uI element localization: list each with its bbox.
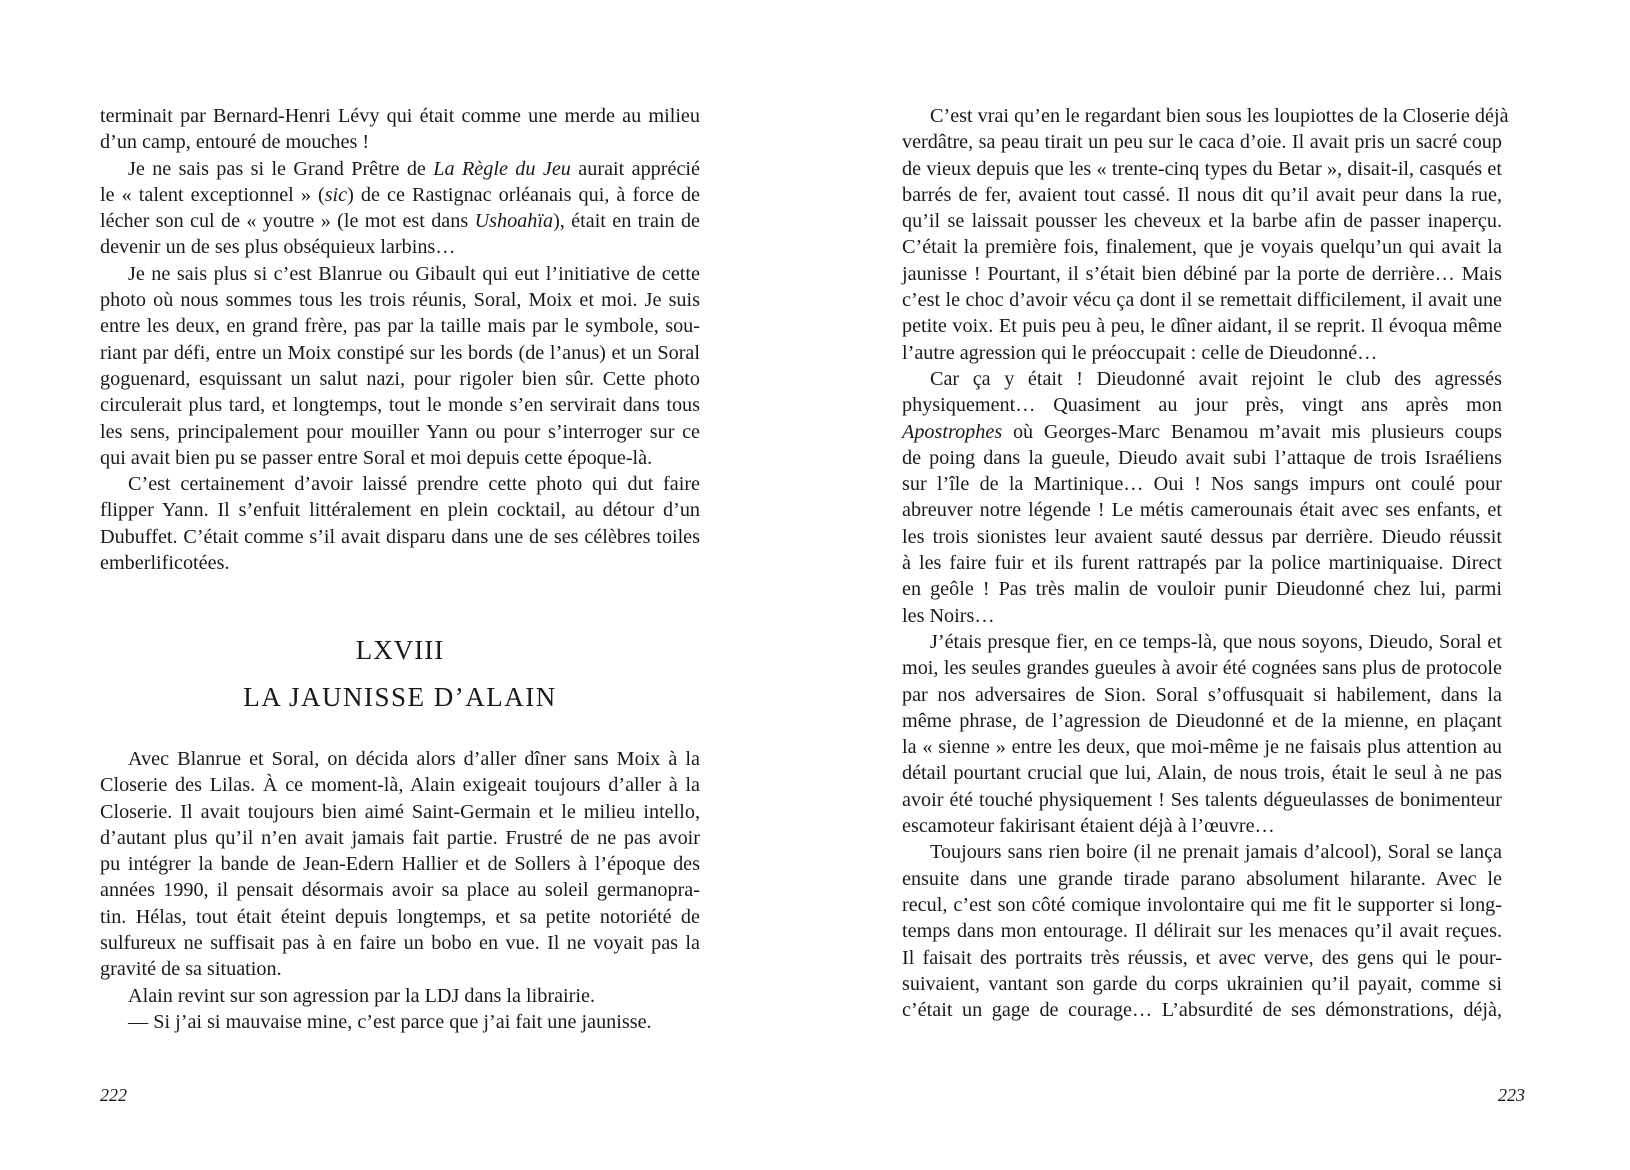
text-line: petite voix. Et puis peu à peu, le dîner aidant, il se reprit. Il évoqua même	[902, 315, 1502, 338]
chapter-title: LA JAUNISSE D’ALAIN	[243, 682, 557, 712]
text-line: en geôle ! Pas très malin de vouloir punir Dieudonné chez lui, parmi	[902, 578, 1502, 601]
text-line: recul, c’est son côté comique involontaire qui me fit le supporter si long-	[902, 893, 1502, 916]
text-line: ensuite dans une grande tirade parano absolument hilarante. Avec le	[902, 867, 1502, 890]
text-line: barrés de fer, avaient tout cassé. Il nous dit qu’il avait peur dans la rue,	[902, 183, 1502, 206]
text-line: suivaient, vantant son garde du corps ukrainien qu’il payait, comme si	[902, 972, 1502, 995]
text-line: emberlificotées.	[100, 552, 230, 575]
page-number-left: 222	[100, 1085, 127, 1105]
text-line: détail pourtant crucial que lui, Alain, de nous trois, était le seul à ne pas	[902, 762, 1502, 785]
text-line: Il faisait des portraits très réussis, et avec verve, des gens qui le pour-	[902, 946, 1502, 969]
text-line: Closerie. Il avait toujours bien aimé Saint-Germain et le milieu intello,	[100, 800, 700, 823]
text-line: flipper Yann. Il s’enfuit littéralement en plein cocktail, au détour d’un	[100, 499, 700, 522]
right-text	[902, 103, 1509, 1023]
left-text-top	[100, 103, 700, 576]
text-line: C’était la première fois, finalement, que je voyais quelqu’un qui avait la	[902, 236, 1502, 259]
chapter-number: LXVIII	[355, 635, 445, 665]
text-line: les Noirs…	[902, 604, 995, 627]
text-line: jaunisse ! Pourtant, il s’était bien débiné par la porte de derrière… Mais	[902, 262, 1502, 285]
text-line: à les faire fuir et ils furent rattrapés par la police martiniquaise. Direct	[902, 552, 1502, 575]
text-line: années 1990, il pensait désormais avoir sa place au soleil germanopra-	[100, 879, 700, 902]
text-line: Je ne sais pas si le Grand Prêtre de La Règle du Jeu aurait apprécié	[128, 157, 700, 180]
text-line: Closerie des Lilas. À ce moment-là, Alain exigeait toujours d’aller à la	[100, 774, 700, 797]
text-line: Je ne sais plus si c’est Blanrue ou Gibault qui eut l’initiative de cette	[128, 262, 700, 285]
text-line: les trois sionistes leur avaient sauté dessus par derrière. Dieudo réussit	[902, 525, 1502, 548]
text-line: escamoteur fakirisant étaient déjà à l’œuvre…	[902, 815, 1275, 838]
text-line: Car ça y était ! Dieudonné avait rejoint le club des agressés	[930, 367, 1502, 390]
text-line: devenir un de ses plus obséquieux larbins…	[100, 236, 456, 259]
text-line: l’autre agression qui le préoccupait : celle de Dieudonné…	[902, 341, 1378, 364]
text-line: lécher son cul de « youtre » (le mot est dans Ushoahïa), était en train de	[100, 210, 701, 233]
text-line: verdâtre, sa peau tirait un peu sur le caca d’oie. Il avait pris un sacré coup	[902, 131, 1502, 154]
text-line: terminait par Bernard-Henri Lévy qui était comme une merde au milieu	[100, 105, 700, 127]
text-line: de poing dans la gueule, Dieudo avait subi l’attaque de trois Israéliens	[902, 446, 1502, 469]
text-line: de vieux depuis que les « trente-cinq types du Betar », disait-il, casqués et	[902, 157, 1502, 180]
text-line: qui avait bien pu se passer entre Soral et moi depuis cette époque-là.	[100, 446, 653, 469]
text-line: d’autant plus qu’il n’en avait jamais fait partie. Frustré de ne pas avoir	[100, 826, 700, 849]
text-line: Alain revint sur son agression par la LDJ dans la librairie.	[128, 984, 595, 1007]
text-line: la « sienne » entre les deux, que moi-même je ne faisais plus attention au	[902, 736, 1502, 759]
text-line: Avec Blanrue et Soral, on décida alors d’aller dîner sans Moix à la	[128, 748, 700, 770]
text-line: gravité de sa situation.	[100, 958, 282, 981]
text-line: — Si j’ai si mauvaise mine, c’est parce que j’ai fait une jaunisse.	[128, 1010, 652, 1033]
text-line: entre les deux, en grand frère, pas par la taille mais par le symbole, sou-	[100, 315, 700, 338]
text-line: c’était un gage de courage… L’absurdité de ses démonstrations, déjà,	[902, 999, 1502, 1022]
text-line: les sens, principalement pour mouiller Yann ou pour s’interroger sur ce	[100, 420, 700, 443]
text-line: d’un camp, entouré de mouches !	[100, 131, 370, 154]
text-line: C’est certainement d’avoir laissé prendre cette photo qui dut faire	[128, 473, 700, 496]
text-line: physiquement… Quasiment au jour près, vingt ans après mon	[902, 394, 1502, 417]
text-line: c’est le choc d’avoir vécu ça dont il se remettait difficilement, il avait une	[902, 289, 1502, 312]
text-line: goguenard, esquissant un salut nazi, pour rigoler bien sûr. Cette photo	[100, 367, 700, 390]
left-text-bottom	[100, 746, 700, 1035]
text-line: avoir été touché physiquement ! Ses talents dégueulasses de bonimenteur	[902, 788, 1502, 811]
page-number-right: 223	[1498, 1085, 1525, 1105]
text-line: Dubuffet. C’était comme s’il avait disparu dans une de ses célèbres toiles	[100, 525, 700, 548]
text-line: temps dans mon entourage. Il délirait sur les menaces qu’il avait reçues.	[902, 920, 1502, 943]
text-line: C’est vrai qu’en le regardant bien sous les loupiottes de la Closerie déjà	[930, 105, 1509, 127]
text-line: tin. Hélas, tout était éteint depuis longtemps, et sa petite notoriété de	[100, 905, 700, 928]
text-line: photo où nous sommes tous les trois réunis, Soral, Moix et moi. Je suis	[100, 289, 700, 312]
text-line: qu’il se laissait pousser les cheveux et la barbe afin de passer inaperçu.	[902, 210, 1502, 233]
text-line: sulfureux ne suffisait pas à en faire un bobo en vue. Il ne voyait pas la	[100, 932, 700, 955]
right-page	[815, 0, 1630, 1170]
text-line: moi, les seules grandes gueules à avoir été cognées sans plus de protocole	[902, 657, 1502, 680]
text-line: Apostrophes où Georges-Marc Benamou m’avait mis plusieurs coups	[902, 420, 1502, 443]
text-line: par nos adversaires de Sion. Soral s’offusquait si habilement, dans la	[902, 683, 1502, 706]
text-line: abreuver notre légende ! Le métis camerounais était avec ses enfants, et	[902, 499, 1502, 522]
text-line: le « talent exceptionnel » (sic) de ce Rastignac orléanais qui, à force de	[100, 183, 700, 206]
text-line: sur l’île de la Martinique… Oui ! Nos sangs impurs ont coulé pour	[902, 473, 1502, 496]
text-line: circulerait plus tard, et longtemps, tout le monde s’en servirait dans tous	[100, 394, 700, 417]
text-line: même phrase, de l’agression de Dieudonné et de la mienne, en plaçant	[902, 709, 1502, 732]
text-line: Toujours sans rien boire (il ne prenait jamais d’alcool), Soral se lança	[930, 841, 1502, 864]
text-line: pu intégrer la bande de Jean-Edern Hallier et de Sollers à l’époque des	[100, 853, 700, 876]
text-line: J’étais presque fier, en ce temps-là, que nous soyons, Dieudo, Soral et	[930, 630, 1502, 653]
text-line: riant par défi, entre un Moix constipé sur les bords (de l’anus) et un Soral	[100, 341, 700, 364]
